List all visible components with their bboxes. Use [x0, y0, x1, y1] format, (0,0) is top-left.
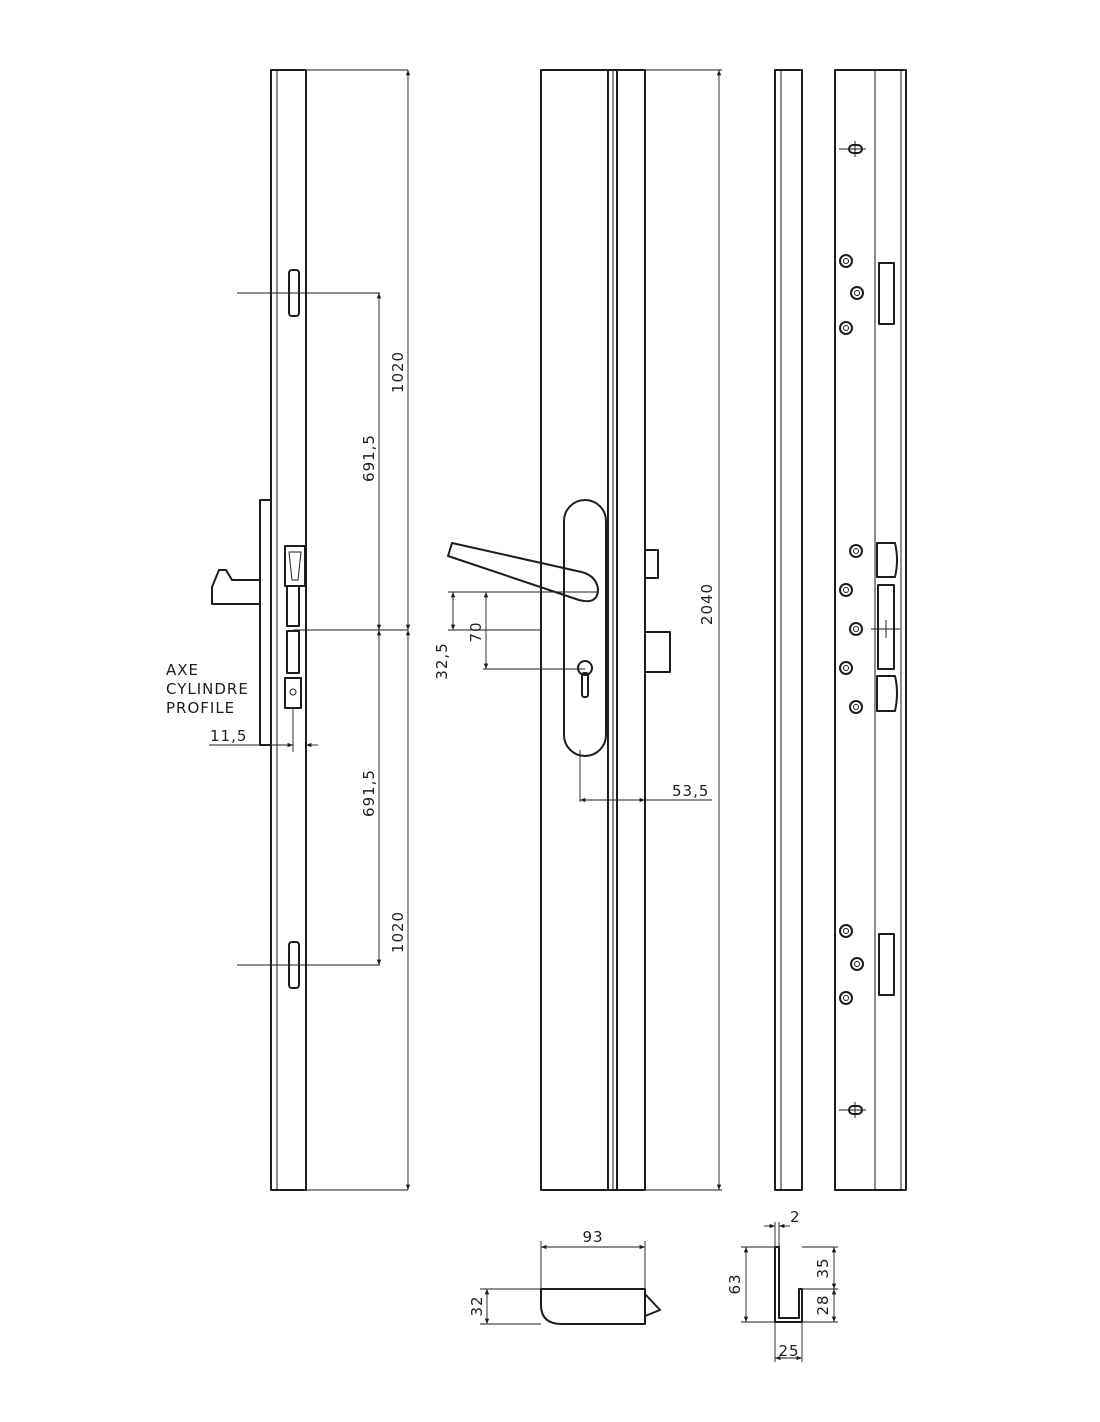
dim-upper-1020: 1020: [389, 350, 407, 394]
dim-lower-691: 691,5: [360, 769, 378, 817]
upper-screw-group: [840, 255, 894, 334]
central-screw-group: [840, 543, 900, 713]
axe-label-2: CYLINDRE: [166, 680, 249, 698]
dim-profile-63: 63: [726, 1273, 744, 1295]
lock-side-view: [166, 70, 408, 1190]
dim-upper-691: 691,5: [360, 434, 378, 482]
dim-offset-11: 11,5: [210, 727, 248, 745]
dim-profile-25: 25: [778, 1342, 800, 1360]
cylinder-axis: [285, 678, 301, 708]
latch-bolt: [285, 546, 305, 586]
deadbolt-window: [287, 586, 299, 626]
top-fixing-slot: [839, 141, 866, 157]
axe-label-1: AXE: [166, 661, 200, 679]
strike-plate-view: [835, 70, 906, 1190]
keyhole-icon: [578, 661, 592, 697]
door-front-view: [433, 70, 722, 1190]
bottom-fixing-slot: [839, 1102, 866, 1118]
dim-strike-93: 93: [582, 1228, 604, 1246]
dim-handle-70: 70: [467, 621, 485, 643]
profile-section-view: [726, 1208, 838, 1362]
dim-total-2040: 2040: [698, 582, 716, 626]
strike-section-view: [468, 1228, 660, 1324]
handle-escutcheon: [564, 500, 606, 756]
dim-profile-28: 28: [814, 1294, 832, 1316]
lever-handle: [448, 543, 598, 601]
profile-edge-view: [775, 70, 802, 1190]
side-handle: [212, 570, 260, 604]
dim-strike-32: 32: [468, 1295, 486, 1317]
axe-label-3: PROFILE: [166, 699, 236, 717]
dim-profile-35: 35: [814, 1257, 832, 1279]
dim-lower-1020: 1020: [389, 910, 407, 954]
dim-backset-53: 53,5: [672, 782, 710, 800]
dim-profile-2: 2: [790, 1208, 801, 1226]
lower-screw-group: [840, 925, 894, 1004]
dim-offset-32: 32,5: [433, 642, 451, 680]
